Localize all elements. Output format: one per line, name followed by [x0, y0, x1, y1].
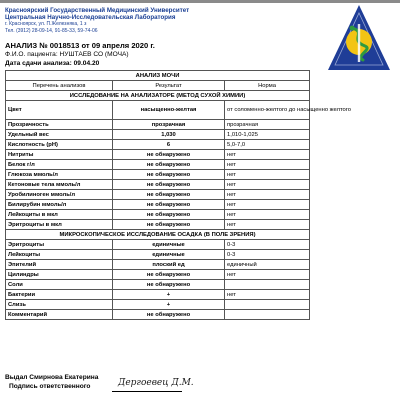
- table-row: [6, 300, 310, 310]
- test-name-cell: Прозрачность: [6, 120, 113, 130]
- table-row: [6, 120, 310, 130]
- test-name-cell: Кетоновые тела ммоль/л: [6, 180, 113, 190]
- header-norm: Норма: [225, 81, 310, 91]
- header-test: Перечень анализов: [6, 81, 113, 91]
- section-heading-row: [6, 91, 310, 101]
- result-cell: +: [113, 300, 225, 310]
- table-row: [6, 240, 310, 250]
- test-name-cell: Эритроциты: [6, 240, 113, 250]
- result-cell: не обнаружено: [113, 200, 225, 210]
- test-name-cell: Нитриты: [6, 150, 113, 160]
- test-name-cell: Эпителий: [6, 260, 113, 270]
- test-name-cell: Эритроциты в мкл: [6, 220, 113, 230]
- laboratory-name: Центральная Научно-Исследовательская Лаборатория: [5, 14, 176, 21]
- result-cell: 1,030: [113, 130, 225, 140]
- signature-line: [112, 391, 182, 392]
- test-name-cell: Лейкоциты: [6, 250, 113, 260]
- norm-cell: 0-3: [225, 240, 310, 250]
- institution-phones: Тел. (3912) 28-09-14, 91-85-33, 59-74-06: [5, 28, 98, 34]
- test-name-cell: Бактерии: [6, 290, 113, 300]
- issued-by: Выдал Смирнова Екатерина: [5, 374, 99, 381]
- table-header-row: [6, 81, 310, 91]
- table-row: [6, 250, 310, 260]
- staff-icon: [358, 24, 360, 62]
- table-row: [6, 270, 310, 280]
- table-row: [6, 101, 310, 120]
- sample-date-value: 09.04.20: [73, 60, 100, 67]
- table-row: [6, 180, 310, 190]
- analysis-title: АНАЛИЗ № 0018513 от 09 апреля 2020 г.: [5, 41, 155, 50]
- result-cell: 6: [113, 140, 225, 150]
- table-row: [6, 260, 310, 270]
- table-row: [6, 130, 310, 140]
- institution-address: г. Красноярск, ул. П.Железняка, 1 з: [5, 21, 87, 27]
- result-cell: единичные: [113, 240, 225, 250]
- result-cell: плоский ед: [113, 260, 225, 270]
- norm-cell: нет: [225, 190, 310, 200]
- norm-cell: нет: [225, 150, 310, 160]
- norm-cell: [225, 310, 310, 320]
- test-name-cell: Слизь: [6, 300, 113, 310]
- test-name-cell: Комментарий: [6, 310, 113, 320]
- test-name-cell: Билирубин ммоль/л: [6, 200, 113, 210]
- norm-cell: нет: [225, 170, 310, 180]
- norm-cell: нет: [225, 290, 310, 300]
- table-row: [6, 140, 310, 150]
- result-cell: не обнаружено: [113, 280, 225, 290]
- test-name-cell: Цилиндры: [6, 270, 113, 280]
- header-result: Результат: [113, 81, 225, 91]
- norm-cell: [225, 280, 310, 290]
- patient-line: [5, 51, 129, 58]
- patient-value: НУШТАЕВ СО (МОЧА): [59, 51, 129, 58]
- sample-date-line: [5, 60, 99, 67]
- table-row: [6, 220, 310, 230]
- norm-cell: от соломенно-желтого до насыщенно желтого: [225, 101, 310, 120]
- result-cell: не обнаружено: [113, 310, 225, 320]
- result-cell: не обнаружено: [113, 160, 225, 170]
- result-cell: не обнаружено: [113, 270, 225, 280]
- norm-cell: прозрачная: [225, 120, 310, 130]
- result-cell: не обнаружено: [113, 220, 225, 230]
- results-table: [5, 70, 351, 320]
- test-name-cell: Цвет: [6, 101, 113, 120]
- section-analyzer-heading: ИССЛЕДОВАНИЕ НА АНАЛИЗАТОРЕ (МЕТОД СУХОЙ ХИМИИ): [6, 91, 310, 101]
- table-row: [6, 200, 310, 210]
- test-name-cell: Белок г/л: [6, 160, 113, 170]
- section-heading-row: [6, 230, 310, 240]
- norm-cell: 5,0-7,0: [225, 140, 310, 150]
- test-name-cell: Кислотность (pH): [6, 140, 113, 150]
- result-cell: не обнаружено: [113, 150, 225, 160]
- result-cell: прозрачная: [113, 120, 225, 130]
- table-row: [6, 210, 310, 220]
- test-name-cell: Удельный вес: [6, 130, 113, 140]
- norm-cell: 1,010-1,025: [225, 130, 310, 140]
- institution-name: Красноярский Государственный Медицинский Университет: [5, 7, 190, 14]
- test-name-cell: Соли: [6, 280, 113, 290]
- table-row: [6, 290, 310, 300]
- handwritten-signature: Дергоевец Д.М.: [118, 378, 194, 388]
- norm-cell: единичный: [225, 260, 310, 270]
- table-row: [6, 310, 310, 320]
- result-cell: не обнаружено: [113, 210, 225, 220]
- table-caption: АНАЛИЗ МОЧИ: [6, 71, 310, 81]
- test-name-cell: Глюкоза ммоль/л: [6, 170, 113, 180]
- sample-date-label: Дата сдачи анализа:: [5, 60, 72, 67]
- norm-cell: нет: [225, 200, 310, 210]
- university-logo: [327, 4, 391, 72]
- norm-cell: нет: [225, 270, 310, 280]
- table-row: [6, 150, 310, 160]
- scan-edge: [0, 0, 400, 3]
- result-cell: не обнаружено: [113, 180, 225, 190]
- result-cell: насыщенно-желтая: [113, 101, 225, 120]
- norm-cell: нет: [225, 180, 310, 190]
- test-name-cell: Лейкоциты в мкл: [6, 210, 113, 220]
- result-cell: не обнаружено: [113, 170, 225, 180]
- table-row: [6, 190, 310, 200]
- result-cell: не обнаружено: [113, 190, 225, 200]
- institution-header: [5, 7, 245, 35]
- section-microscopy-heading: МИКРОСКОПИЧЕСКОЕ ИССЛЕДОВАНИЕ ОСАДКА (В ПОЛЕ ЗРЕНИЯ): [6, 230, 310, 240]
- patient-label: Ф.И.О. пациента:: [5, 51, 58, 58]
- norm-cell: нет: [225, 210, 310, 220]
- table-row: [6, 160, 310, 170]
- table-caption-row: [6, 71, 310, 81]
- norm-cell: нет: [225, 160, 310, 170]
- norm-cell: 0-3: [225, 250, 310, 260]
- responsible-signature-label: Подпись ответственного: [9, 383, 91, 390]
- table-row: [6, 170, 310, 180]
- table-row: [6, 280, 310, 290]
- norm-cell: нет: [225, 220, 310, 230]
- test-name-cell: Уробилиноген ммоль/л: [6, 190, 113, 200]
- norm-cell: [225, 300, 310, 310]
- result-cell: единичные: [113, 250, 225, 260]
- result-cell: +: [113, 290, 225, 300]
